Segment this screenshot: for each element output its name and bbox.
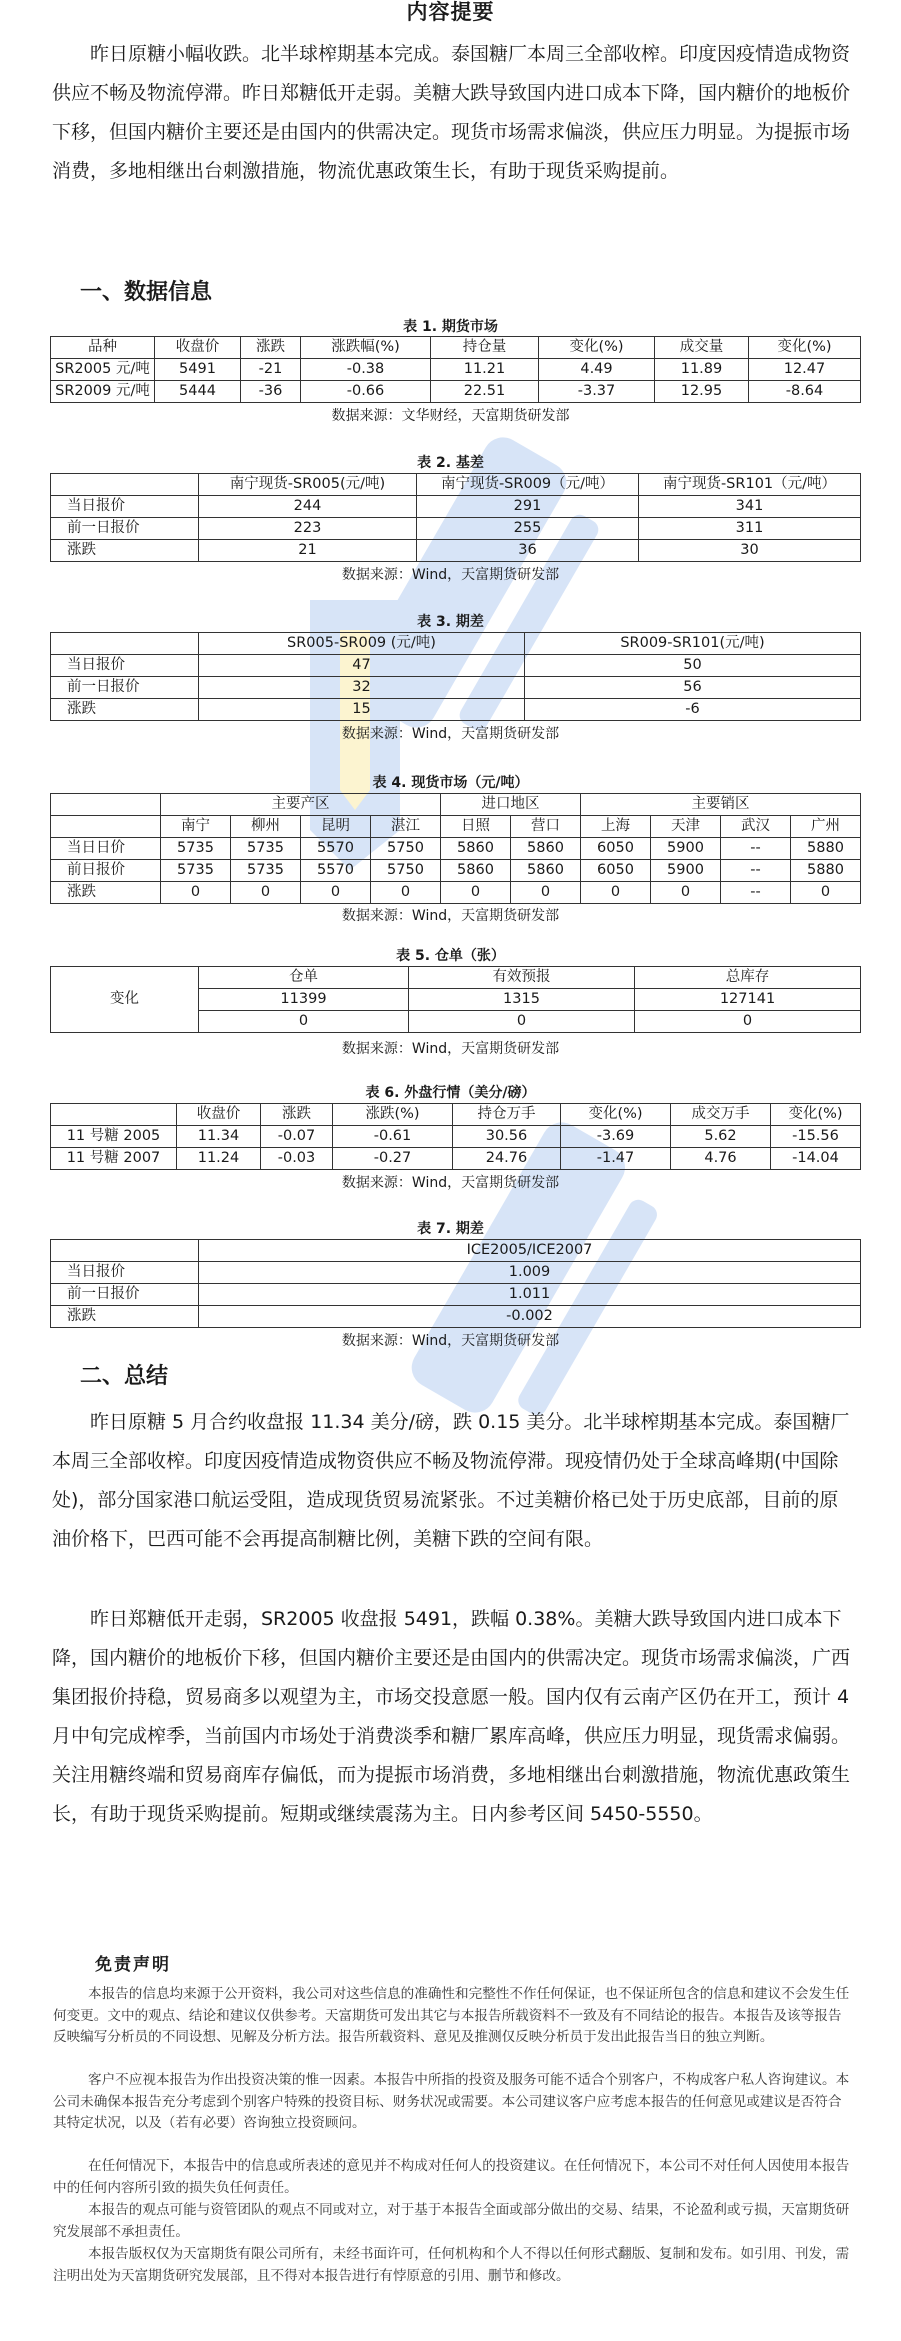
header-cell: 营口 [511, 816, 581, 838]
table-cell: -0.38 [301, 359, 431, 381]
table-cell: -6 [525, 699, 861, 721]
table-cell: 127141 [635, 989, 861, 1011]
table-cell: 5735 [161, 860, 231, 882]
group-header-import: 进口地区 [441, 794, 581, 816]
table-cell: -0.27 [333, 1148, 453, 1170]
table-group-row [51, 794, 861, 816]
header-cell: 涨跌幅(%) [301, 337, 431, 359]
table-row [51, 1262, 861, 1284]
table-row [51, 381, 861, 403]
table-cell: -- [721, 838, 791, 860]
table4-caption: 表 4. 现货市场（元/吨） [372, 775, 529, 791]
table-cell: 5860 [441, 860, 511, 882]
header-cell: 天津 [651, 816, 721, 838]
header-cell: 南宁现货-SR009（元/吨） [417, 474, 639, 496]
table-cell: 341 [639, 496, 861, 518]
table-cell: 30.56 [453, 1126, 561, 1148]
table-cell: -0.07 [261, 1126, 333, 1148]
table-cell: -0.66 [301, 381, 431, 403]
row-label: 前日报价 [51, 860, 161, 882]
table-row [51, 496, 861, 518]
table-cell: -- [721, 860, 791, 882]
overseas-market-table [50, 1103, 861, 1170]
table-row [51, 882, 861, 904]
row-label: 涨跌 [51, 540, 199, 562]
table-row [51, 1148, 861, 1170]
table-cell: 0 [301, 882, 371, 904]
header-cell: 南宁现货-SR101（元/吨） [639, 474, 861, 496]
table-row [51, 655, 861, 677]
table-cell: -0.03 [261, 1148, 333, 1170]
header-cell: 昆明 [301, 816, 371, 838]
table-cell: 223 [199, 518, 417, 540]
table-cell: -0.002 [199, 1306, 861, 1328]
header-cell: 成交量 [655, 337, 749, 359]
header-cell: 仓单 [199, 967, 409, 989]
table-cell: 1.011 [199, 1284, 861, 1306]
table7-source: 数据来源：Wind，天富期货研发部 [341, 1333, 560, 1349]
page-title: 内容提要 [406, 0, 495, 24]
table-cell: 5860 [511, 860, 581, 882]
table-cell: 36 [417, 540, 639, 562]
header-cell: SR005-SR009 (元/吨) [199, 633, 525, 655]
header-cell: 品种 [51, 337, 155, 359]
table-cell: 5570 [301, 838, 371, 860]
table-header-row [51, 337, 861, 359]
table-cell: -3.69 [561, 1126, 671, 1148]
table-row [51, 359, 861, 381]
table-cell: -0.61 [333, 1126, 453, 1148]
header-cell: ICE2005/ICE2007 [199, 1240, 861, 1262]
table6-caption: 表 6. 外盘行情（美分/磅） [365, 1085, 536, 1101]
table-cell: 21 [199, 540, 417, 562]
table-cell: 5444 [155, 381, 241, 403]
table-row [51, 1126, 861, 1148]
table-cell: 15 [199, 699, 525, 721]
table-cell: 5735 [231, 860, 301, 882]
summary-paragraph: 昨日原糖小幅收跌。北半球榨期基本完成。泰国糖厂本周三全部收榨。印度因疫情造成物资供应不畅及物流停滞。昨日郑糖低开走弱。美糖大跌导致国内进口成本下降，国内糖价的地板价下移，但国内糖价主要还是由国内的供需决定。现货市场需求偏淡，供应压力明显。为提振市场消费，多地相继出台刺激措施，物流优惠政策生长，有助于现货采购提前。 [52, 43, 851, 182]
table-cell: 5735 [231, 838, 301, 860]
header-cell [51, 1240, 199, 1262]
disclaimer-paragraph: 本报告的信息均来源于公开资料，我公司对这些信息的准确性和完整性不作任何保证，也不保证所包含的信息和建议不会发生任何变更。文中的观点、结论和建议仅供参考。天富期货可发出其它与本报告所载资料不一致及有不同结论的报告。本报告及该等报告反映编写分析员的不同设想、见解及分析方法。报告所载资料、意见及推测仅反映分析员于发出此报告当日的独立判断。 [53, 1986, 850, 2045]
disclaimer-paragraph: 本报告的观点可能与资管团队的观点不同或对立，对于基于本报告全面或部分做出的交易、结果，不论盈利或亏损，天富期货研究发展部不承担责任。 [53, 2202, 850, 2240]
row-label: 当日报价 [51, 1262, 199, 1284]
table5-caption: 表 5. 仓单（张） [396, 948, 505, 964]
table-cell: 0 [199, 1011, 409, 1033]
table-cell: 11 号糖 2005 [51, 1126, 177, 1148]
table-cell: 0 [409, 1011, 635, 1033]
table-cell: 255 [417, 518, 639, 540]
header-cell: 柳州 [231, 816, 301, 838]
row-label: 涨跌 [51, 882, 161, 904]
group-header-production: 主要产区 [161, 794, 441, 816]
table-cell: 0 [651, 882, 721, 904]
table-cell: 5735 [161, 838, 231, 860]
table-cell: 5860 [511, 838, 581, 860]
header-cell [51, 633, 199, 655]
table3-source: 数据来源：Wind，天富期货研发部 [341, 726, 560, 742]
table-cell: -- [721, 882, 791, 904]
table-header-row [51, 1240, 861, 1262]
table-row [51, 1306, 861, 1328]
conclusion-paragraph-1: 昨日原糖 5 月合约收盘报 11.34 美分/磅，跌 0.15 美分。北半球榨期基本完成。泰国糖厂本周三全部收榨。印度因疫情造成物资供应不畅及物流停滞。现疫情仍处于全球高峰期(中国除处)，部分国家港口航运受阻，造成现货贸易流紧张。不过美糖价格已处于历史底部，目前的原油价格下，巴西可能不会再提高制糖比例，美糖下跌的空间有限。 [52, 1411, 850, 1550]
basis-table [50, 473, 861, 562]
row-label: 当日日价 [51, 838, 161, 860]
group-header-sales: 主要销区 [581, 794, 861, 816]
header-cell: 收盘价 [177, 1104, 261, 1126]
table-cell: -21 [241, 359, 301, 381]
row-label: 前一日报价 [51, 518, 199, 540]
spot-market-table [50, 793, 861, 904]
table2-source: 数据来源：Wind，天富期货研发部 [341, 567, 560, 583]
table-cell: 5880 [791, 838, 861, 860]
header-cell: 涨跌 [241, 337, 301, 359]
table-cell: 32 [199, 677, 525, 699]
row-label: 变化 [51, 967, 199, 1033]
header-cell: 持仓量 [431, 337, 539, 359]
table-cell: 1315 [409, 989, 635, 1011]
header-cell: 涨跌(%) [333, 1104, 453, 1126]
table-cell: 56 [525, 677, 861, 699]
table2-caption: 表 2. 基差 [417, 455, 484, 471]
table-cell: 0 [371, 882, 441, 904]
table-header-row [51, 967, 861, 989]
row-label: 当日报价 [51, 655, 199, 677]
section-summary-heading: 二、总结 [80, 1364, 169, 1389]
table-cell: 5900 [651, 860, 721, 882]
table-cell: -36 [241, 381, 301, 403]
table-cell: 6050 [581, 860, 651, 882]
table-cell: 4.76 [671, 1148, 771, 1170]
table-cell: 24.76 [453, 1148, 561, 1170]
table-cell: 291 [417, 496, 639, 518]
table-cell: 1.009 [199, 1262, 861, 1284]
header-cell: 武汉 [721, 816, 791, 838]
header-cell: 广州 [791, 816, 861, 838]
table-cell: 47 [199, 655, 525, 677]
table-row [51, 540, 861, 562]
table-cell: 5570 [301, 860, 371, 882]
table-cell: 5860 [441, 838, 511, 860]
table-cell: 311 [639, 518, 861, 540]
table-row [51, 860, 861, 882]
header-cell: 上海 [581, 816, 651, 838]
table-cell: 30 [639, 540, 861, 562]
row-label: 涨跌 [51, 1306, 199, 1328]
table1-source: 数据来源：文华财经，天富期货研发部 [331, 408, 570, 424]
section-data-heading: 一、数据信息 [80, 280, 213, 305]
table-cell: 0 [231, 882, 301, 904]
row-label: 前一日报价 [51, 677, 199, 699]
disclaimer-paragraph: 在任何情况下，本报告中的信息或所表述的意见并不构成对任何人的投资建议。在任何情况下，本公司不对任何人因使用本报告中的任何内容所引致的损失负任何责任。 [53, 2158, 850, 2196]
header-cell: 收盘价 [155, 337, 241, 359]
table-header-row [51, 474, 861, 496]
table-cell: 0 [791, 882, 861, 904]
table-cell: 5750 [371, 838, 441, 860]
spread-table [50, 632, 861, 721]
table-cell: SR2005 元/吨 [51, 359, 155, 381]
table-cell: 11399 [199, 989, 409, 1011]
disclaimer-title: 免责声明 [95, 1955, 171, 1975]
table-cell: 4.49 [539, 359, 655, 381]
table-cell: -3.37 [539, 381, 655, 403]
table-cell: 0 [581, 882, 651, 904]
table-row [51, 838, 861, 860]
table-cell: 5.62 [671, 1126, 771, 1148]
header-cell: 涨跌 [261, 1104, 333, 1126]
table-cell: 22.51 [431, 381, 539, 403]
table-row [51, 699, 861, 721]
header-cell: 变化(%) [771, 1104, 861, 1126]
table-cell: 0 [161, 882, 231, 904]
table-cell: SR2009 元/吨 [51, 381, 155, 403]
table-row [51, 1284, 861, 1306]
table5-source: 数据来源：Wind，天富期货研发部 [341, 1041, 560, 1057]
table-cell: -14.04 [771, 1148, 861, 1170]
header-cell: 变化(%) [749, 337, 861, 359]
table-cell: -8.64 [749, 381, 861, 403]
table-cell: 11.89 [655, 359, 749, 381]
row-label: 前一日报价 [51, 1284, 199, 1306]
table-header-row [51, 816, 861, 838]
table-cell: 11 号糖 2007 [51, 1148, 177, 1170]
table-cell: 0 [511, 882, 581, 904]
header-cell: 南宁 [161, 816, 231, 838]
table-cell: 0 [441, 882, 511, 904]
table-cell: 50 [525, 655, 861, 677]
header-cell: 南宁现货-SR005(元/吨) [199, 474, 417, 496]
table-cell: 11.34 [177, 1126, 261, 1148]
table-cell: -15.56 [771, 1126, 861, 1148]
table1-caption: 表 1. 期货市场 [403, 319, 498, 335]
table-cell: 12.95 [655, 381, 749, 403]
ice-spread-table [50, 1239, 861, 1328]
header-cell: 总库存 [635, 967, 861, 989]
table-row [51, 677, 861, 699]
table-cell: -1.47 [561, 1148, 671, 1170]
disclaimer-paragraph: 客户不应视本报告为作出投资决策的惟一因素。本报告中所指的投资及服务可能不适合个别客户，不构成客户私人咨询建议。本公司未确保本报告充分考虑到个别客户特殊的投资目标、财务状况或需要。本公司建议客户应考虑本报告的任何意见或建议是否符合其特定状况，以及（若有必要）咨询独立投资顾问。 [53, 2072, 850, 2131]
corner-cell [51, 794, 161, 816]
futures-market-table [50, 336, 861, 403]
table-cell: 12.47 [749, 359, 861, 381]
table-cell: 244 [199, 496, 417, 518]
header-cell: SR009-SR101(元/吨) [525, 633, 861, 655]
corner-cell [51, 816, 161, 838]
header-cell [51, 1104, 177, 1126]
table-cell: 11.21 [431, 359, 539, 381]
row-label: 当日报价 [51, 496, 199, 518]
table-cell: 6050 [581, 838, 651, 860]
table3-caption: 表 3. 期差 [417, 614, 484, 630]
conclusion-paragraph-2: 昨日郑糖低开走弱，SR2005 收盘报 5491，跌幅 0.38%。美糖大跌导致国内进口成本下降，国内糖价的地板价下移，但国内糖价主要还是由国内的供需决定。现货市场需求偏淡，广西集团报价持稳，贸易商多以观望为主，市场交投意愿一般。国内仅有云南产区仍在开工，预计 4 月中旬完成榨季，当前国内市场处于消费淡季和糖厂累库高峰，供应压力明显，现货需求偏弱。关注用糖终端和贸易商库存偏低，而为提振市场消费，多地相继出台刺激措施，物流优惠政策生长，有助于现货采购提前。短期或继续震荡为主。日内参考区间 5450-5550。 [52, 1608, 851, 1825]
header-cell: 有效预报 [409, 967, 635, 989]
header-cell: 日照 [441, 816, 511, 838]
table7-caption: 表 7. 期差 [417, 1221, 484, 1237]
row-label: 涨跌 [51, 699, 199, 721]
header-cell: 变化(%) [561, 1104, 671, 1126]
table-cell: 0 [635, 1011, 861, 1033]
table-cell: 5491 [155, 359, 241, 381]
table6-source: 数据来源：Wind，天富期货研发部 [341, 1175, 560, 1191]
table-row [51, 518, 861, 540]
table-cell: 11.24 [177, 1148, 261, 1170]
disclaimer-paragraph: 本报告版权仅为天富期货有限公司所有，未经书面许可，任何机构和个人不得以任何形式翻版、复制和发布。如引用、刊发，需注明出处为天富期货研究发展部，且不得对本报告进行有悖原意的引用、删节和修改。 [53, 2246, 850, 2284]
table-header-row [51, 633, 861, 655]
warehouse-receipt-table [50, 966, 861, 1033]
header-cell: 变化(%) [539, 337, 655, 359]
table4-source: 数据来源：Wind，天富期货研发部 [341, 908, 560, 924]
table-cell: 5750 [371, 860, 441, 882]
header-cell: 成交万手 [671, 1104, 771, 1126]
table-header-row [51, 1104, 861, 1126]
header-cell [51, 474, 199, 496]
table-cell: 5900 [651, 838, 721, 860]
header-cell: 持仓万手 [453, 1104, 561, 1126]
table-cell: 5880 [791, 860, 861, 882]
header-cell: 湛江 [371, 816, 441, 838]
